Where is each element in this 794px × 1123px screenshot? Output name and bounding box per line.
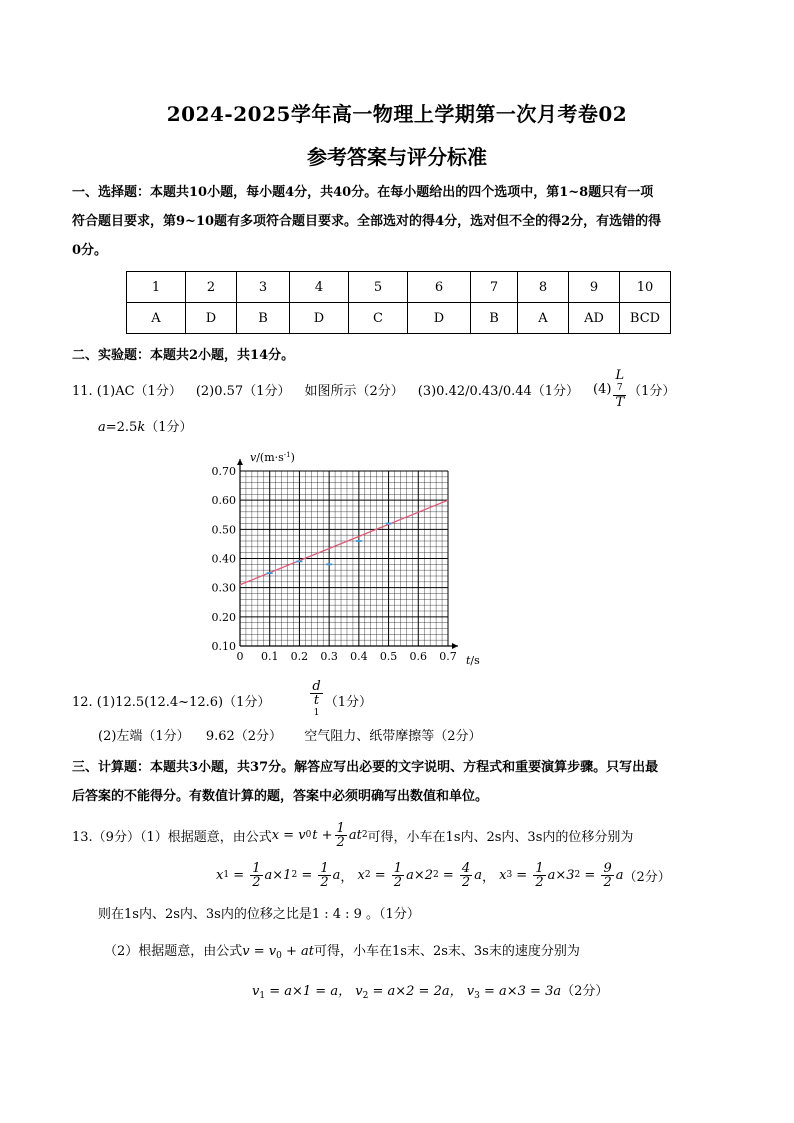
x3-exp: 2 (574, 870, 581, 880)
q13-formula-at: at (348, 827, 362, 843)
q13-formula-sub: 0 (305, 830, 312, 840)
section3-line2: 后答案的不能得分。有数值计算的题，答案中必须明确写出数值和单位。 (72, 789, 489, 804)
q11-line2-score: （1分） (145, 420, 193, 435)
table-cell: 7 (471, 272, 518, 303)
x1-exp: 2 (291, 870, 298, 880)
q11-fraction (613, 369, 626, 409)
section3-instructions (72, 753, 728, 811)
v2-sub: 2 (362, 991, 369, 1001)
answer-table (126, 271, 671, 334)
x1-half (250, 862, 262, 889)
v1-sub: 1 (259, 991, 266, 1001)
table-cell: BCD (620, 303, 671, 334)
q13-ratio-line: 则在1s内、2s内、3s内的位移之比是1 : 4 : 9 。（1分） (98, 907, 420, 922)
section2-heading: 二、实验题：本题共2小题，共14分。 (72, 348, 295, 363)
q13-velocities (252, 980, 608, 1001)
q13-displacements: x 1 = $\frac{1}{2}$ a×1 2 = $\frac{1}{2}$ a ， x 2 = $\frac{1}{2}$ a×2 2 = $\frac{4}{2}$ a ， x 3 = $\frac{1}{2}$ a×3 2 = $\frac{9}{2}$ a （2分） (216, 860, 671, 890)
answer-table-number-row (127, 272, 671, 303)
x-axis-var: t (466, 654, 471, 667)
table-cell: 3 (237, 272, 290, 303)
q11-frac-num-sub: 7 (616, 383, 623, 393)
v2-lhs: v (355, 984, 363, 999)
q13-formula-t: t + (312, 827, 333, 843)
q12-fraction (310, 680, 322, 720)
x-tick-label: 0.3 (320, 650, 338, 663)
v3-lhs: v (466, 984, 475, 999)
x2-mid: a×2 (406, 867, 433, 883)
y-axis-arrow (237, 459, 243, 465)
q11-part3: 如图所示（2分） (304, 383, 404, 399)
table-cell: 10 (620, 272, 671, 303)
section1-line3: 0分。 (72, 243, 108, 258)
x2-sub: 2 (364, 870, 371, 880)
x3-half-num: 1 (535, 860, 544, 876)
v1-lhs: v (252, 984, 260, 999)
table-cell: C (349, 303, 408, 334)
q13-part2-formula: v = v (242, 944, 277, 959)
q11-part4: (3)0.42/0.43/0.44（1分） (417, 383, 580, 399)
section3-line1: 三、计算题：本题共3小题，共37分。解答应写出必要的文字说明、方程式和重要演算步骤。只写出最 (72, 760, 659, 775)
table-cell: B (237, 303, 290, 334)
x3-a: a (615, 867, 624, 883)
q13-intro (72, 818, 633, 852)
chart-x-axis-label (466, 654, 480, 667)
q12-frac-num: d (312, 679, 321, 694)
q13-intro-b: 可得，小车在1s内、2s内、3s内的位移分别为 (367, 829, 634, 845)
x2-lhs: x (357, 867, 365, 883)
table-cell: 2 (186, 272, 237, 303)
table-cell: B (471, 303, 518, 334)
q13-half (335, 822, 347, 849)
x1-rhs (318, 862, 330, 889)
chart-major-grid (240, 471, 448, 646)
x2-a: a (474, 867, 482, 883)
table-cell: 1 (127, 272, 186, 303)
v3-rest: = a×3 = 3a (483, 984, 562, 999)
q11-frac-num: L (615, 368, 625, 383)
table-cell: AD (569, 303, 620, 334)
chart-fit-line-group (240, 500, 448, 585)
x-score: （2分） (623, 869, 671, 885)
x1-half-den: 2 (252, 874, 261, 890)
q12-frac-score: （1分） (324, 694, 372, 710)
x3-sub: 3 (506, 870, 513, 880)
x2-rhs (460, 862, 472, 889)
table-cell: A (518, 303, 569, 334)
x2-half (392, 862, 404, 889)
x1-lhs: x (216, 867, 224, 883)
q11-var-k: k (137, 420, 146, 435)
q11-var-a: a (98, 420, 106, 435)
x-tick-label: 0 (236, 650, 244, 663)
y-axis-unit-exp: -1 (283, 451, 291, 459)
x-tick-label: 0.5 (379, 650, 398, 663)
x-tick-label: 0.2 (290, 650, 309, 663)
x2-rhs-num: 4 (461, 860, 471, 876)
x3-half-den: 2 (535, 874, 544, 890)
x2-exp: 2 (433, 870, 439, 880)
q12-line1 (72, 680, 372, 720)
x3-rhs-num: 9 (603, 860, 612, 876)
page-subtitle: 参考答案与评分标准 (307, 145, 487, 169)
q12-frac-den-sub: 1 (313, 708, 320, 718)
table-cell: 8 (518, 272, 569, 303)
table-cell: D (408, 303, 471, 334)
section1-line2: 符合题目要求，第9~10题有多项符合题目要求。全部选对的得4分，选对但不全的得2分，有选错的得 (72, 214, 662, 229)
x1-a: a (332, 867, 341, 883)
v1-rest: = a×1 = a， (269, 984, 352, 999)
q11-part5-score: （1分） (628, 383, 676, 399)
y-axis-unit-close: ) (290, 451, 295, 464)
q13-part2-b: 可得，小车在1s末、2s末、3s末的速度分别为 (314, 944, 580, 959)
q13-half-num: 1 (336, 820, 345, 836)
q13-part2-a: （2）根据题意，由公式 (104, 944, 243, 959)
y-tick-label: 0.60 (211, 494, 236, 508)
q13-part2-formula-b: + at (286, 944, 315, 959)
x1-sub: 1 (223, 870, 230, 880)
y-axis-var: v (250, 451, 257, 464)
y-tick-label: 0.30 (211, 581, 236, 595)
x-axis-arrow (452, 643, 458, 649)
q13-intro-a: 13.（9分）（1）根据题意，由公式 (72, 829, 272, 845)
y-tick-label: 0.50 (211, 523, 236, 537)
x1-mid: a×1 (264, 867, 292, 883)
x2-half-den: 2 (393, 874, 403, 890)
q11-part2: (2)0.57（1分） (195, 383, 291, 399)
q11-line1 (72, 368, 676, 410)
table-cell: 9 (569, 272, 620, 303)
page-title: 2024-2025学年高一物理上学期第一次月考卷02 (166, 102, 628, 126)
x-tick-label: 0.1 (260, 650, 279, 663)
q13-formula-lhs: x = v (271, 827, 306, 843)
q13-part2-formula-sub: 0 (276, 951, 282, 961)
q12-line2-b: 9.62（2分） (205, 729, 283, 744)
q13-half-den: 2 (336, 834, 345, 850)
x3-mid: a×3 (547, 867, 575, 883)
q11-line2 (98, 416, 193, 435)
y-tick-label: 0.70 (211, 465, 236, 478)
v3-sub: 3 (474, 991, 480, 1001)
y-tick-label: 0.20 (211, 610, 236, 624)
table-cell: D (186, 303, 237, 334)
x1-half-num: 1 (252, 860, 261, 876)
q13-formula-exp: 2 (361, 830, 368, 840)
q11-line2-rest: =2.5 (105, 420, 138, 435)
table-cell: D (290, 303, 349, 334)
q12-line2 (98, 725, 481, 744)
q11-part5-prefix: (4) (593, 381, 612, 397)
x3-half (533, 862, 545, 889)
v2-rest: = a×2 = 2a， (372, 984, 463, 999)
chart-y-axis-label (250, 451, 295, 464)
y-axis-unit: /(m·s (256, 451, 284, 464)
x3-rhs-den: 2 (603, 874, 612, 890)
x-tick-label: 0.7 (439, 650, 457, 663)
section1-instructions (72, 178, 728, 265)
x2-rhs-den: 2 (461, 874, 471, 890)
x3-rhs (601, 862, 613, 889)
fit-line (240, 500, 448, 585)
q12-line2-a: (2)左端（1分） (98, 729, 190, 744)
x2-half-num: 1 (393, 860, 403, 876)
table-cell: 6 (408, 272, 471, 303)
q12-frac-den: t (313, 693, 320, 708)
x1-rhs-den: 2 (320, 874, 329, 890)
x-axis-unit: /s (470, 654, 480, 667)
q11-frac-den: T (615, 395, 625, 410)
velocity-time-chart (200, 446, 490, 672)
x1-rhs-num: 1 (320, 860, 329, 876)
table-cell: 4 (290, 272, 349, 303)
x3-lhs: x (499, 867, 507, 883)
answer-table-answer-row (127, 303, 671, 334)
x-tick-label: 0.6 (409, 650, 428, 663)
q12-part1: 12. (1)12.5(12.4~12.6)（1分） (72, 694, 271, 710)
y-tick-label: 0.10 (211, 640, 236, 653)
q13-part2-intro (104, 940, 580, 961)
q11-part1: 11. (1)AC（1分） (72, 383, 182, 399)
x-tick-label: 0.4 (350, 650, 368, 663)
table-cell: A (127, 303, 186, 334)
chart-tick-labels (212, 465, 457, 663)
y-tick-label: 0.40 (211, 552, 236, 566)
table-cell: 5 (349, 272, 408, 303)
section1-line1: 一、选择题：本题共10小题，每小题4分，共40分。在每小题给出的四个选项中，第1~8题只有一项 (72, 185, 654, 200)
q12-line2-c: 空气阻力、纸带摩擦等（2分） (304, 729, 482, 744)
v-score: （2分） (561, 984, 609, 999)
